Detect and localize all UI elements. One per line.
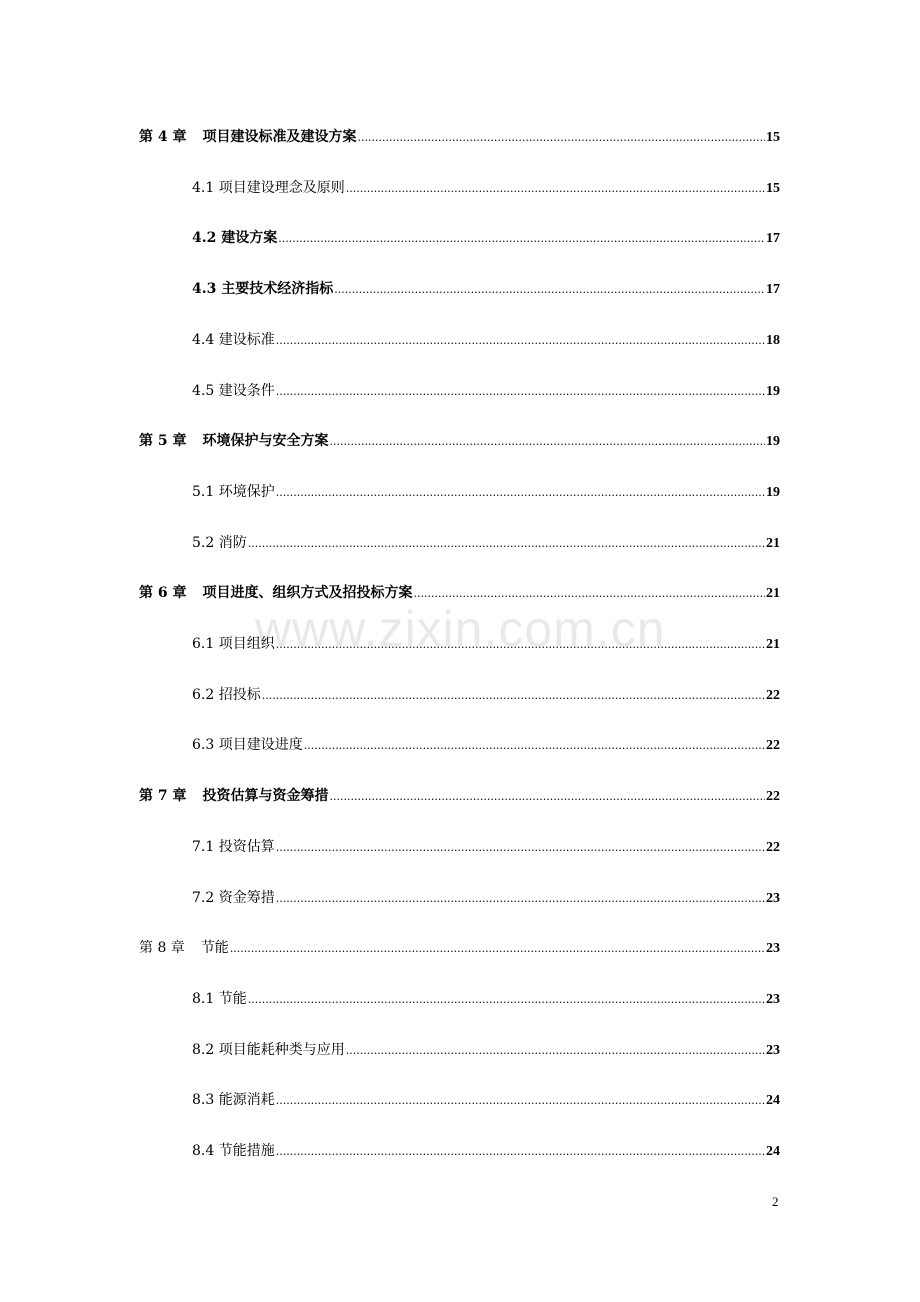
toc-entry-label: [192, 632, 275, 656]
toc-section-entry[interactable]: [192, 733, 780, 757]
toc-chapter-entry[interactable]: [139, 936, 780, 960]
entry-page-number: 24: [766, 1093, 780, 1108]
entry-title: 项目建设标准及建设方案: [202, 129, 357, 145]
entry-page-number: 18: [766, 333, 780, 348]
entry-page-number: 21: [766, 586, 780, 601]
entry-page-number: 19: [766, 384, 780, 399]
entry-title: 7.2 资金筹措: [192, 890, 275, 906]
entry-title: 7.1 投资估算: [192, 839, 275, 855]
watermark: www.zixin.com.cn: [255, 601, 666, 657]
page-number: 2: [772, 1194, 779, 1209]
chapter-number: 第 7 章: [139, 788, 187, 804]
toc-section-entry[interactable]: [192, 480, 780, 504]
toc-section-entry[interactable]: [192, 379, 780, 403]
entry-title: 6.2 招投标: [192, 687, 261, 703]
dot-leader: [276, 887, 765, 911]
dot-leader: [330, 430, 766, 454]
entry-page-number: 21: [766, 637, 780, 652]
toc-section-entry[interactable]: [192, 277, 780, 301]
entry-page-number: 17: [766, 231, 780, 246]
entry-title: 4.5 建设条件: [192, 383, 275, 399]
dot-leader: [276, 329, 765, 353]
entry-page-number: 15: [766, 130, 780, 145]
dot-leader: [346, 177, 765, 201]
entry-title: 节能: [200, 940, 229, 956]
toc-entry-label: [192, 835, 275, 859]
toc-entry-label: [139, 784, 329, 808]
toc-entry-label: [192, 480, 275, 504]
toc-chapter-entry[interactable]: [139, 429, 780, 453]
entry-title: 5.1 环境保护: [192, 484, 275, 500]
entry-title: 8.4 节能措施: [192, 1143, 275, 1159]
toc-section-entry[interactable]: [192, 683, 780, 707]
entry-page-number: 23: [766, 1043, 780, 1058]
entry-title: 项目进度、组织方式及招投标方案: [202, 585, 413, 601]
dot-leader: [278, 227, 765, 251]
entry-page-number: 24: [766, 1144, 780, 1159]
toc-chapter-entry[interactable]: [139, 125, 780, 149]
entry-page-number: 23: [766, 941, 780, 956]
toc-section-entry[interactable]: [192, 328, 780, 352]
dot-leader: [262, 684, 765, 708]
entry-title: 8.3 能源消耗: [192, 1092, 275, 1108]
dot-leader: [248, 988, 765, 1012]
entry-page-number: 17: [766, 282, 780, 297]
entry-title: 6.3 项目建设进度: [192, 737, 303, 753]
entry-title: 环境保护与安全方案: [202, 433, 329, 449]
dot-leader: [346, 1039, 765, 1063]
entry-title: 4.3 主要技术经济指标: [192, 281, 334, 297]
toc-entry-label: [139, 581, 413, 605]
dot-leader: [330, 785, 766, 809]
entry-title: 8.1 节能: [192, 991, 247, 1007]
dot-leader: [230, 937, 765, 961]
dot-leader: [358, 126, 766, 150]
toc-entry-label: [192, 683, 261, 707]
toc-entry-label: [192, 1088, 275, 1112]
entry-page-number: 15: [766, 181, 780, 196]
toc-entry-label: [192, 886, 275, 910]
toc-section-entry[interactable]: [192, 1038, 780, 1062]
entry-title: 投资估算与资金筹措: [202, 788, 329, 804]
dot-leader: [276, 481, 765, 505]
toc-entry-label: [192, 176, 345, 200]
toc-entry-label: [139, 125, 357, 149]
toc-entry-label: [192, 379, 275, 403]
toc-entry-label: [139, 936, 229, 960]
entry-page-number: 22: [766, 840, 780, 855]
toc-entry-label: [139, 429, 329, 453]
entry-title: 6.1 项目组织: [192, 636, 275, 652]
dot-leader: [276, 1140, 765, 1164]
entry-title: 8.2 项目能耗种类与应用: [192, 1042, 345, 1058]
dot-leader: [414, 582, 766, 606]
entry-page-number: 23: [766, 891, 780, 906]
toc-entry-label: [192, 733, 303, 757]
entry-page-number: 23: [766, 992, 780, 1007]
entry-page-number: 19: [766, 434, 780, 449]
entry-page-number: 19: [766, 485, 780, 500]
dot-leader: [334, 278, 765, 302]
entry-title: 4.1 项目建设理念及原则: [192, 180, 345, 196]
entry-title: 4.2 建设方案: [192, 230, 278, 246]
entry-page-number: 21: [766, 536, 780, 551]
dot-leader: [304, 734, 765, 758]
toc-chapter-entry[interactable]: [139, 581, 780, 605]
toc-entry-label: [192, 1038, 345, 1062]
toc-entry-label: [192, 1139, 275, 1163]
toc-chapter-entry[interactable]: [139, 784, 780, 808]
toc-entry-label: [192, 328, 275, 352]
toc-entry-label: [192, 226, 277, 250]
chapter-number: 第 4 章: [139, 129, 187, 145]
toc-section-entry[interactable]: [192, 1088, 780, 1112]
toc-section-entry[interactable]: [192, 886, 780, 910]
chapter-number: 第 6 章: [139, 585, 187, 601]
chapter-number: 第 5 章: [139, 433, 187, 449]
entry-page-number: 22: [766, 738, 780, 753]
toc-section-entry[interactable]: [192, 632, 780, 656]
entry-page-number: 22: [766, 688, 780, 703]
toc-section-entry[interactable]: [192, 226, 780, 250]
toc-section-entry[interactable]: [192, 1139, 780, 1163]
toc-section-entry[interactable]: [192, 531, 780, 555]
dot-leader: [276, 1089, 765, 1113]
chapter-number: 第 8 章: [139, 940, 185, 956]
dot-leader: [276, 836, 765, 860]
toc-section-entry[interactable]: [192, 987, 780, 1011]
entry-page-number: 22: [766, 789, 780, 804]
toc-entry-label: [192, 531, 247, 555]
toc-section-entry[interactable]: [192, 835, 780, 859]
dot-leader: [276, 380, 765, 404]
toc-entry-label: [192, 987, 247, 1011]
toc-entry-label: [192, 277, 333, 301]
toc-section-entry[interactable]: [192, 176, 780, 200]
dot-leader: [276, 633, 765, 657]
dot-leader: [248, 532, 765, 556]
entry-title: 4.4 建设标准: [192, 332, 275, 348]
entry-title: 5.2 消防: [192, 535, 247, 551]
